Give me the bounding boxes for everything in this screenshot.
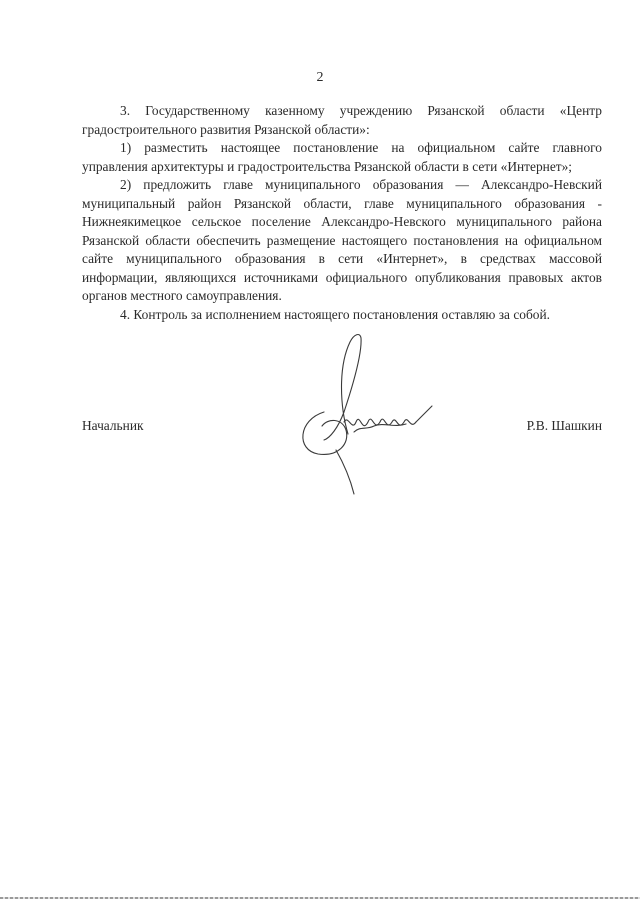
- document-body: [82, 102, 602, 324]
- page-number: 2: [316, 70, 324, 85]
- paragraph-subitem-1: 1) разместить настоящее постановление на официальном сайте главного управления архитектуры и градостроительства Рязанской области в сети «Интернет»;: [82, 140, 602, 174]
- paragraph-item-3: 3. Государственному казенному учреждению Рязанской области «Центр градостроительного развития Рязанской области»:: [82, 103, 602, 137]
- position-title: Начальник: [82, 418, 144, 433]
- handwritten-signature: [288, 322, 448, 502]
- signature-block: [82, 418, 602, 438]
- paragraph-subitem-2: 2) предложить главе муниципального образования — Александро-Невский муниципальный район Рязанской области, главе муниципального образования - Нижнеякимецкое сельское поселение Александро-Невского муниципального района Рязанской области обеспечить размещение настоящего постановления на официальном сайте муниципального образования в сети «Интернет», в средствах массовой информации, являющихся источниками официального опубликования правовых актов органов местного самоуправления.: [82, 177, 602, 303]
- scan-bottom-edge: [0, 897, 640, 899]
- paragraph-item-4: 4. Контроль за исполнением настоящего постановления оставляю за собой.: [120, 306, 551, 322]
- signer-name: Р.В. Шашкин: [526, 418, 602, 433]
